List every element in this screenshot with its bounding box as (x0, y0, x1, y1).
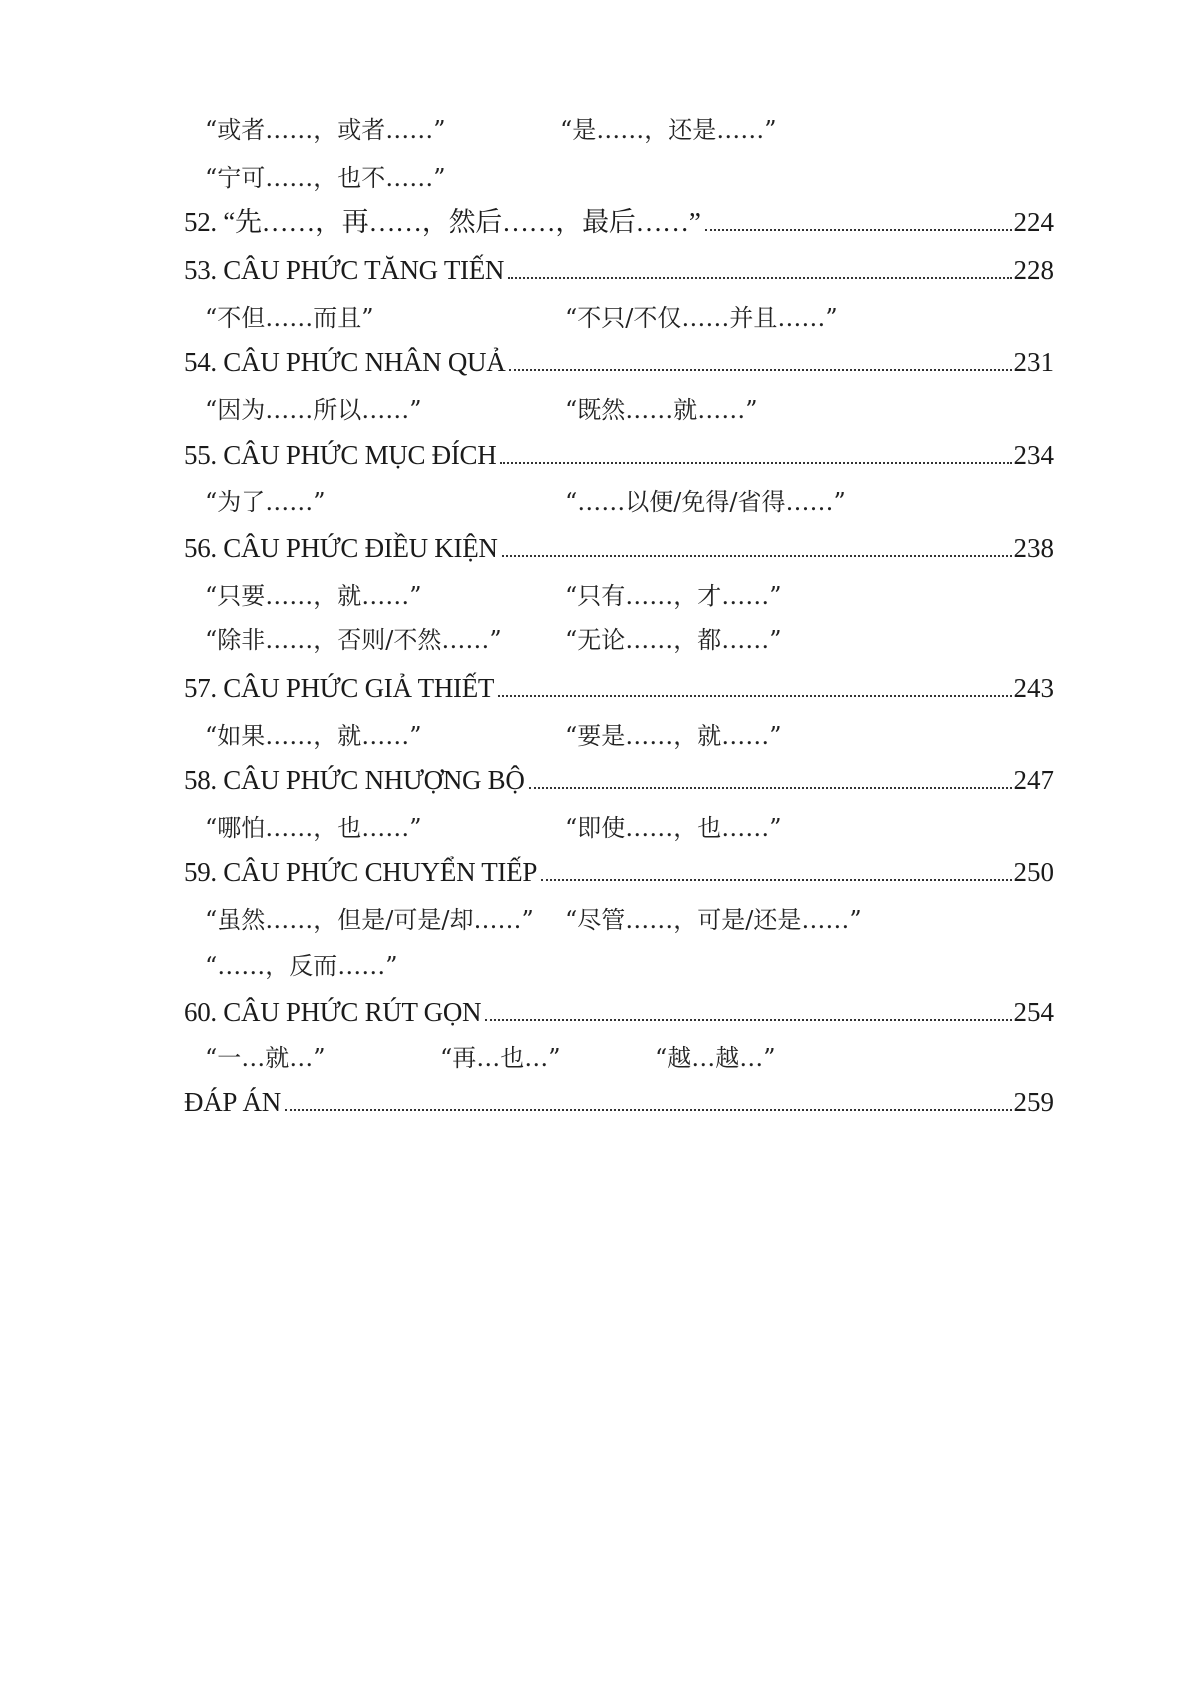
pattern-row (0, 158, 1189, 198)
pattern-text: “是……，还是……” (560, 116, 777, 144)
dot-leader (508, 276, 1011, 279)
pattern-row (0, 716, 1189, 756)
entry-title: 58. CÂU PHỨC NHƯỢNG BỘ (184, 765, 525, 795)
pattern-text: “如果……，就……” (205, 722, 422, 750)
page-number: 231 (1013, 347, 1054, 377)
pattern-row (0, 620, 1189, 660)
toc-entry[interactable] (0, 528, 1189, 568)
toc-entry[interactable] (0, 250, 1189, 290)
dot-leader (285, 1108, 1012, 1111)
entry-title: 56. CÂU PHỨC ĐIỀU KIỆN (184, 533, 498, 563)
pattern-text: “尽管……，可是/还是……” (565, 906, 862, 934)
pattern-text: “宁可……，也不……” (205, 164, 446, 192)
page-number: 238 (1013, 533, 1054, 563)
page-number: 243 (1013, 673, 1054, 703)
dot-leader (509, 368, 1011, 371)
dot-leader (485, 1018, 1011, 1021)
pattern-text: “因为……所以……” (205, 396, 422, 424)
dot-leader (500, 461, 1011, 464)
entry-title: 57. CÂU PHỨC GIẢ THIẾT (184, 673, 495, 703)
dot-leader (541, 878, 1011, 881)
toc-entry[interactable] (0, 435, 1189, 475)
page-number: 247 (1013, 765, 1054, 795)
page-number: 250 (1013, 857, 1054, 887)
pattern-row (0, 390, 1189, 430)
pattern-text: “既然……就……” (565, 396, 758, 424)
pattern-row (0, 298, 1189, 338)
pattern-text: “只要……，就……” (205, 582, 422, 610)
toc-entry[interactable] (0, 760, 1189, 800)
toc-entry[interactable] (0, 1082, 1189, 1122)
pattern-text: “……，反而……” (205, 952, 398, 980)
pattern-text: “除非……，否则/不然……” (205, 626, 502, 654)
pattern-text: “为了……” (205, 488, 326, 516)
pattern-row (0, 808, 1189, 848)
dot-leader (498, 694, 1011, 697)
pattern-text: “无论……，都……” (565, 626, 782, 654)
pattern-text: “或者……，或者……” (205, 116, 446, 144)
page-number: 254 (1013, 997, 1054, 1027)
toc-entry[interactable] (0, 992, 1189, 1032)
entry-title: 55. CÂU PHỨC MỤC ĐÍCH (184, 440, 497, 470)
pattern-row (0, 900, 1189, 940)
entry-title: 54. CÂU PHỨC NHÂN QUẢ (184, 347, 506, 377)
pattern-row (0, 946, 1189, 986)
page-number: 234 (1013, 440, 1054, 470)
toc-entry[interactable] (0, 202, 1189, 242)
toc-entry[interactable] (0, 342, 1189, 382)
pattern-text: “虽然……，但是/可是/却……” (205, 906, 534, 934)
dot-leader (529, 786, 1012, 789)
pattern-text: “不只/不仅……并且……” (565, 304, 838, 332)
pattern-text: “一…就…” (205, 1044, 326, 1072)
page-number: 224 (1013, 207, 1054, 237)
pattern-row (0, 576, 1189, 616)
pattern-text: “只有……，才……” (565, 582, 782, 610)
pattern-text: “不但……而且” (205, 304, 374, 332)
pattern-text: “即使……，也……” (565, 814, 782, 842)
pattern-row (0, 110, 1189, 150)
pattern-row (0, 482, 1189, 522)
entry-title: 59. CÂU PHỨC CHUYỂN TIẾP (184, 857, 538, 887)
toc-entry[interactable] (0, 852, 1189, 892)
pattern-text: “……以便/免得/省得……” (565, 488, 846, 516)
entry-title: 60. CÂU PHỨC RÚT GỌN (184, 997, 482, 1027)
entry-title: ĐÁP ÁN (184, 1087, 281, 1117)
page-number: 259 (1013, 1087, 1054, 1117)
toc-entry[interactable] (0, 668, 1189, 708)
entry-title: 52. “先……，再……，然后……，最后……” (184, 207, 701, 237)
dot-leader (502, 554, 1012, 557)
pattern-text: “越…越…” (655, 1044, 776, 1072)
pattern-text: “再…也…” (440, 1044, 561, 1072)
pattern-text: “哪怕……，也……” (205, 814, 422, 842)
entry-title: 53. CÂU PHỨC TĂNG TIẾN (184, 255, 505, 285)
pattern-row (0, 1038, 1189, 1078)
dot-leader (705, 228, 1012, 231)
page-number: 228 (1013, 255, 1054, 285)
pattern-text: “要是……，就……” (565, 722, 782, 750)
